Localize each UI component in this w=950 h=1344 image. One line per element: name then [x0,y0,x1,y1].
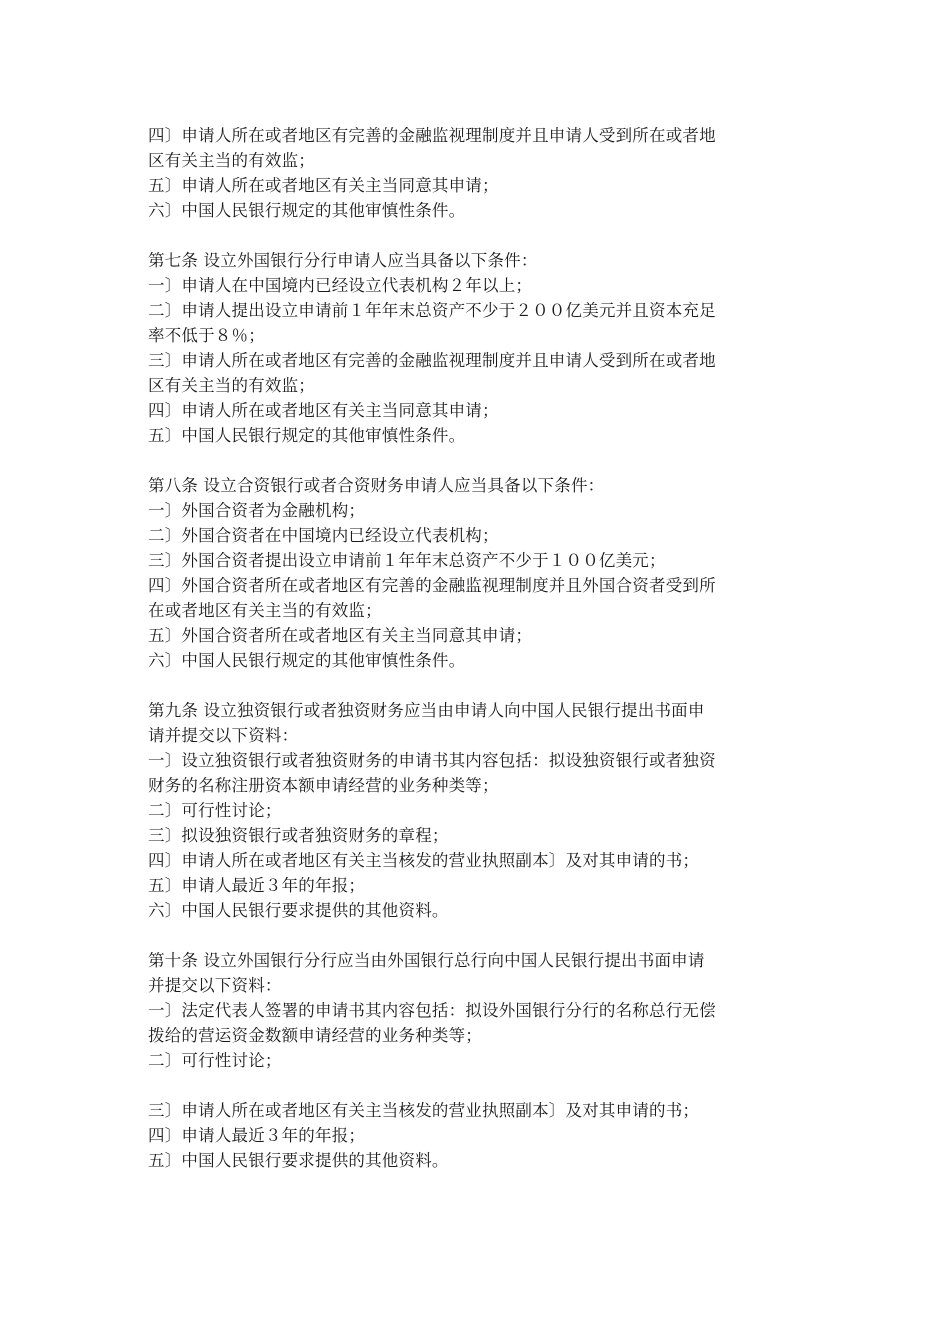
blank-line [148,1073,808,1098]
text-line: 并提交以下资料： [148,976,282,995]
text-line: 三〕申请人所在或者地区有完善的金融监视理制度并且申请人受到所在或者地 [148,351,716,370]
text-line: 一〕法定代表人签署的申请书其内容包括：拟设外国银行分行的名称总行无偿 [148,1001,716,1020]
text-line: 六〕中国人民银行要求提供的其他资料。 [148,901,449,920]
blank-line [148,923,808,948]
text-line: 第七条 设立外国银行分行申请人应当具备以下条件： [148,251,538,270]
text-line: 五〕中国人民银行要求提供的其他资料。 [148,1151,449,1170]
text-line: 六〕中国人民银行规定的其他审慎性条件。 [148,201,466,220]
text-line: 一〕设立独资银行或者独资财务的申请书其内容包括：拟设独资银行或者独资 [148,751,716,770]
text-line: 三〕申请人所在或者地区有关主当核发的营业执照副本〕及对其申请的书； [148,1101,700,1120]
text-line: 一〕外国合资者为金融机构； [148,501,366,520]
text-line: 五〕外国合资者所在或者地区有关主当同意其申请； [148,626,533,645]
text-line: 五〕中国人民银行规定的其他审慎性条件。 [148,426,466,445]
text-line: 二〕可行性讨论； [148,1051,282,1070]
blank-line [148,448,808,473]
text-line: 财务的名称注册资本额申请经营的业务种类等； [148,776,499,795]
text-line: 三〕外国合资者提出设立申请前１年年末总资产不少于１００亿美元； [148,551,666,570]
text-line: 四〕申请人所在或者地区有关主当核发的营业执照副本〕及对其申请的书； [148,851,700,870]
text-line: 区有关主当的有效监； [148,151,315,170]
text-line: 二〕可行性讨论； [148,801,282,820]
document-body [148,123,808,1173]
text-line: 四〕申请人所在或者地区有完善的金融监视理制度并且申请人受到所在或者地 [148,126,716,145]
blank-line [148,673,808,698]
text-line: 四〕外国合资者所在或者地区有完善的金融监视理制度并且外国合资者受到所 [148,576,716,595]
text-line: 区有关主当的有效监； [148,376,315,395]
text-line: 第九条 设立独资银行或者独资财务应当由申请人向中国人民银行提出书面申 [148,701,705,720]
text-line: 四〕申请人最近３年的年报； [148,1126,366,1145]
text-line: 五〕申请人所在或者地区有关主当同意其申请； [148,176,499,195]
text-line: 在或者地区有关主当的有效监； [148,601,382,620]
text-line: 三〕拟设独资银行或者独资财务的章程； [148,826,449,845]
text-line: 二〕申请人提出设立申请前１年年末总资产不少于２００亿美元并且资本充足 [148,301,716,320]
text-line: 六〕中国人民银行规定的其他审慎性条件。 [148,651,466,670]
text-line: 率不低于８％； [148,326,265,345]
text-line: 一〕申请人在中国境内已经设立代表机构２年以上； [148,276,533,295]
text-line: 二〕外国合资者在中国境内已经设立代表机构； [148,526,499,545]
text-line: 第十条 设立外国银行分行应当由外国银行总行向中国人民银行提出书面申请 [148,951,705,970]
blank-line [148,223,808,248]
text-line: 五〕申请人最近３年的年报； [148,876,366,895]
text-line: 拨给的营运资金数额申请经营的业务种类等； [148,1026,482,1045]
text-line: 请并提交以下资料： [148,726,299,745]
text-line: 四〕申请人所在或者地区有关主当同意其申请； [148,401,499,420]
text-line: 第八条 设立合资银行或者合资财务申请人应当具备以下条件： [148,476,605,495]
